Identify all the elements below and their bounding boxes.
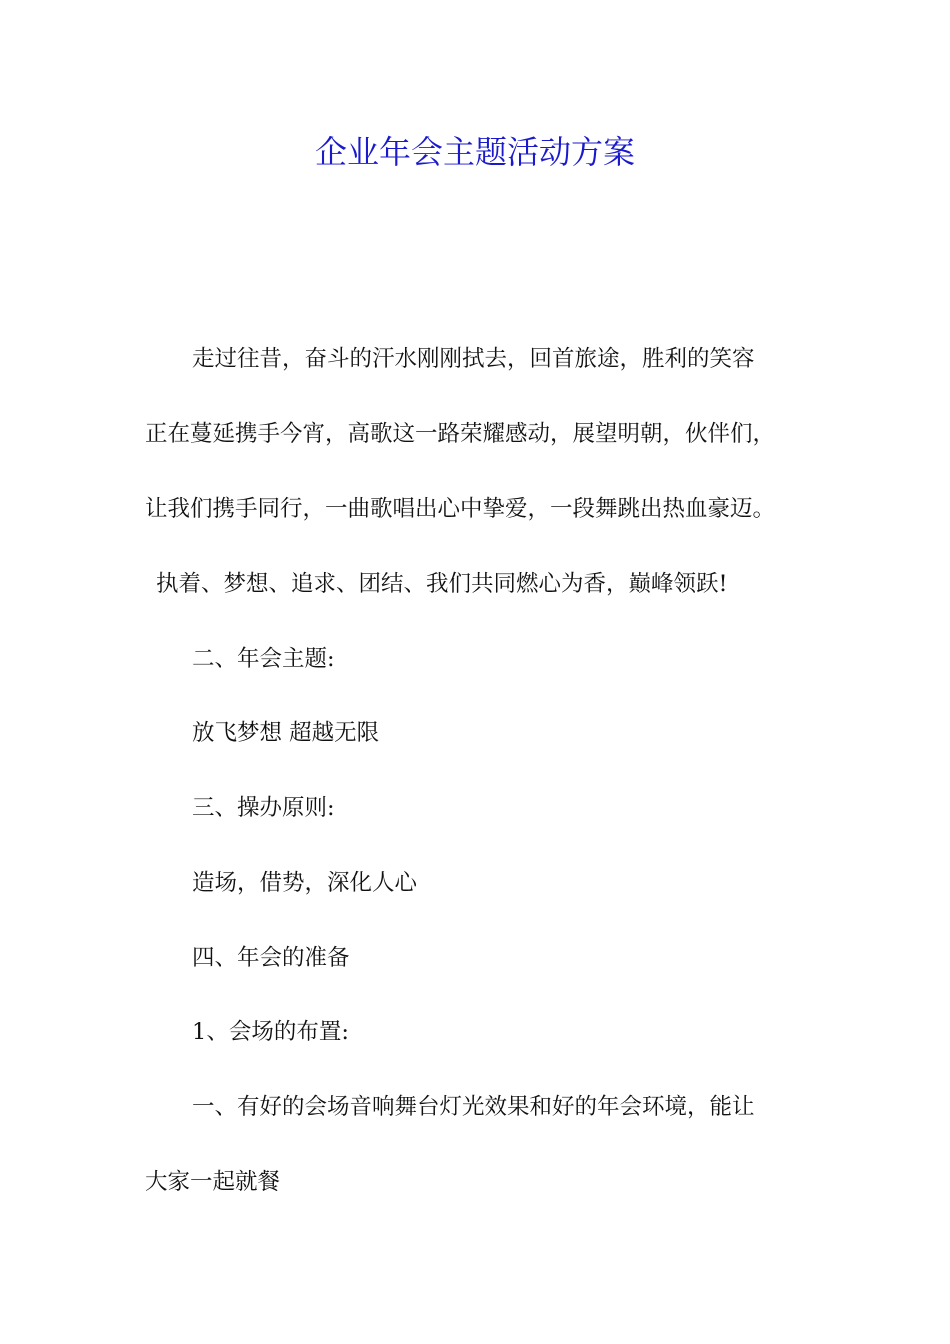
paragraph-line: 走过往昔，奋斗的汗水刚刚拭去，回首旅途，胜利的笑容 <box>192 346 755 372</box>
subsection-heading: 1、会场的布置: <box>192 1019 349 1045</box>
paragraph-line: 放飞梦想 超越无限 <box>192 720 380 746</box>
paragraph-line: 造场，借势，深化人心 <box>192 870 418 896</box>
section-heading: 三、操办原则: <box>192 795 335 821</box>
section-heading: 二、年会主题: <box>192 646 335 672</box>
paragraph-line: 大家一起就餐 <box>145 1169 281 1195</box>
paragraph-line: 正在蔓延携手今宵，高歌这一路荣耀感动，展望明朝，伙伴们， <box>145 421 776 447</box>
paragraph-line: 执着、梦想、追求、团结、我们共同燃心为香，巅峰领跃! <box>156 571 728 597</box>
paragraph-line: 让我们携手同行，一曲歌唱出心中挚爱，一段舞跳出热血豪迈。 <box>145 496 776 522</box>
document-title: 企业年会主题活动方案 <box>314 133 635 171</box>
section-heading: 四、年会的准备 <box>192 945 350 971</box>
paragraph-line: 一、有好的会场音响舞台灯光效果和好的年会环境，能让 <box>192 1094 755 1120</box>
